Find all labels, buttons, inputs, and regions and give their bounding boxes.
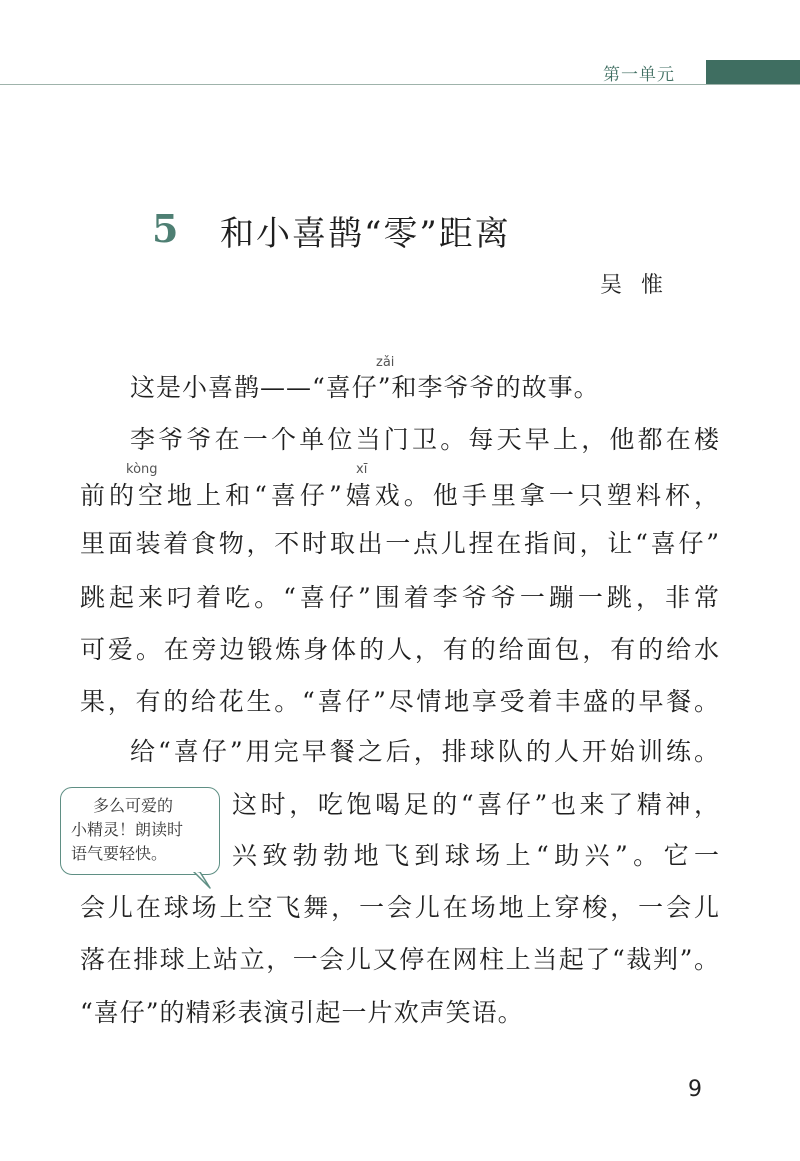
paragraph-line-7: 果，有的给花生。“喜仔”尽情地享受着丰盛的早餐。: [80, 687, 720, 716]
lesson-title: 和小喜鹊“零”距离: [220, 214, 511, 254]
author-name: 吴 惟: [600, 273, 669, 298]
reading-tip-bubble: [60, 787, 220, 875]
reading-tip-line-3: 语气要轻快。: [71, 844, 168, 863]
pinyin-zai: zǎi: [376, 355, 395, 370]
reading-tip-line-1: 多么可爱的: [93, 796, 174, 815]
paragraph-line-12: 落在排球上站立，一会儿又停在网柱上当起了“裁判”。: [80, 945, 720, 974]
paragraph-line-8: 给“喜仔”用完早餐之后，排球队的人开始训练。: [130, 737, 720, 766]
unit-color-band: [706, 60, 800, 84]
paragraph-line-1: 这是小喜鹊——“喜仔”和李爷爷的故事。: [130, 373, 600, 402]
lesson-number: 5: [152, 206, 179, 251]
paragraph-line-4: 里面装着食物，不时取出一点儿捏在指间，让“喜仔”: [80, 529, 720, 558]
paragraph-line-3: 前的空地上和“喜仔”嬉戏。他手里拿一只塑料杯，: [80, 481, 720, 510]
paragraph-line-9: 这时，吃饱喝足的“喜仔”也来了精神，: [232, 790, 720, 819]
paragraph-line-5: 跳起来叼着吃。“喜仔”围着李爷爷一蹦一跳，非常: [80, 583, 720, 612]
paragraph-line-13: “喜仔”的精彩表演引起一片欢声笑语。: [80, 998, 524, 1027]
page-number: 9: [688, 1077, 702, 1102]
paragraph-line-6: 可爱。在旁边锻炼身体的人，有的给面包，有的给水: [80, 635, 720, 664]
paragraph-line-10: 兴致勃勃地飞到球场上“助兴”。它一: [232, 841, 720, 870]
speech-bubble-tail-icon: [190, 870, 212, 890]
header-rule: [0, 84, 800, 85]
reading-tip-line-2: 小精灵！朗读时: [71, 820, 184, 839]
paragraph-line-11: 会儿在球场上空飞舞，一会儿在场地上穿梭，一会儿: [80, 893, 720, 922]
pinyin-xi: xī: [356, 462, 368, 477]
pinyin-kong: kòng: [126, 462, 158, 477]
unit-label: 第一单元: [603, 65, 675, 85]
paragraph-line-2: 李爷爷在一个单位当门卫。每天早上，他都在楼: [130, 425, 720, 454]
